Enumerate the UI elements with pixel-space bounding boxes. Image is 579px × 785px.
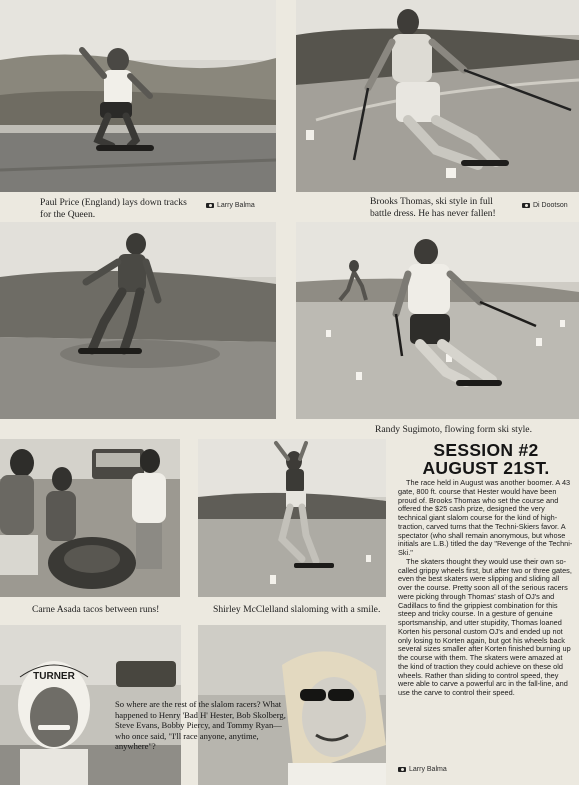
- caption-brooks-thomas: Brooks Thomas, ski style in full battle dress. He has never fallen!: [370, 196, 496, 219]
- headline-line-2: AUGUST 21ST.: [422, 458, 550, 478]
- photo-tacos-image: [0, 439, 180, 597]
- camera-icon: [398, 767, 406, 773]
- photo-paul-price-image: [0, 0, 276, 192]
- caption-tacos: Carne Asada tacos between runs!: [32, 604, 160, 615]
- photo-shirley: [198, 439, 386, 597]
- photo-paul-price: [0, 0, 276, 192]
- credit-larry-balma-top: [206, 202, 255, 209]
- credit-text: Di Dootson: [533, 202, 568, 209]
- credit-text: Larry Balma: [409, 766, 447, 773]
- photo-tacos: [0, 439, 180, 597]
- caption-where-are-racers: So where are the rest of the slalom racers? What happened to Henry 'Bad H' Hester, Bob Skolberg, Steve Evans, Bobby Piercy, and Tommy Ryan—who once said, "I'll race anyone, anytime, anywhere"?: [115, 699, 286, 752]
- photo-brooks-thomas: [296, 0, 579, 192]
- credit-text: Larry Balma: [217, 202, 255, 209]
- credit-larry-balma-bottom: [398, 766, 447, 773]
- caption-paul-price: Paul Price (England) lays down tracks for the Queen.: [40, 197, 187, 220]
- photo-downhill-rider: [0, 222, 276, 419]
- caption-shirley: Shirley McClelland slaloming with a smile.: [213, 604, 381, 615]
- article-headline: [398, 441, 574, 477]
- credit-di-dootson: [522, 202, 568, 209]
- helmet-brand-text: TURNER: [33, 671, 75, 682]
- article-body: [398, 479, 574, 698]
- photo-randy-sugimoto: [296, 222, 579, 419]
- article-paragraph: The skaters thought they would use their own so-called grippy wheels first, but after two or three gates, even the best skaters were slipping and sliding all over the course. Pretty soon all of the serious racers were picking through Thomas' stash of OJ's and Cadillacs to find the grippiest combination for this steep and tricky course. In a gesture of genuine sportsmanship, and utter stupidity, Thomas loaned Korten his personal custom OJ's and ended up not only losing to Korten again, but got his wheels back several sizes smaller after Korten finished burning up the course with them. The skaters were amazed at the kind of traction they could achieve on these old wheels. Rather than sliding to control speed, they were able to carve a powerful arc in the fall-line, and use the carve to control their speed.: [398, 556, 572, 697]
- caption-randy-sugimoto: Randy Sugimoto, flowing form ski style.: [375, 424, 532, 435]
- photo-brooks-thomas-image: [296, 0, 579, 192]
- photo-downhill-rider-image: [0, 222, 276, 419]
- photo-randy-sugimoto-image: [296, 222, 579, 419]
- camera-icon: [206, 203, 214, 209]
- camera-icon: [522, 203, 530, 209]
- headline-line-1: SESSION #2: [433, 440, 539, 460]
- photo-shirley-image: [198, 439, 386, 597]
- article-paragraph: The race held in August was another boomer. A 43 gate, 800 ft. course that Hester would have been proud of. Brooks Thomas who set the course and offered the $25 cash prize, designed the very technical giant slalom course for the kind of high-traction, carved turns that the Techni-Skiers favor. A spectator (who shall remain anonymous, but whose initials are L.B.) titled the day "Revenge of the Techni-Ski.": [398, 478, 573, 557]
